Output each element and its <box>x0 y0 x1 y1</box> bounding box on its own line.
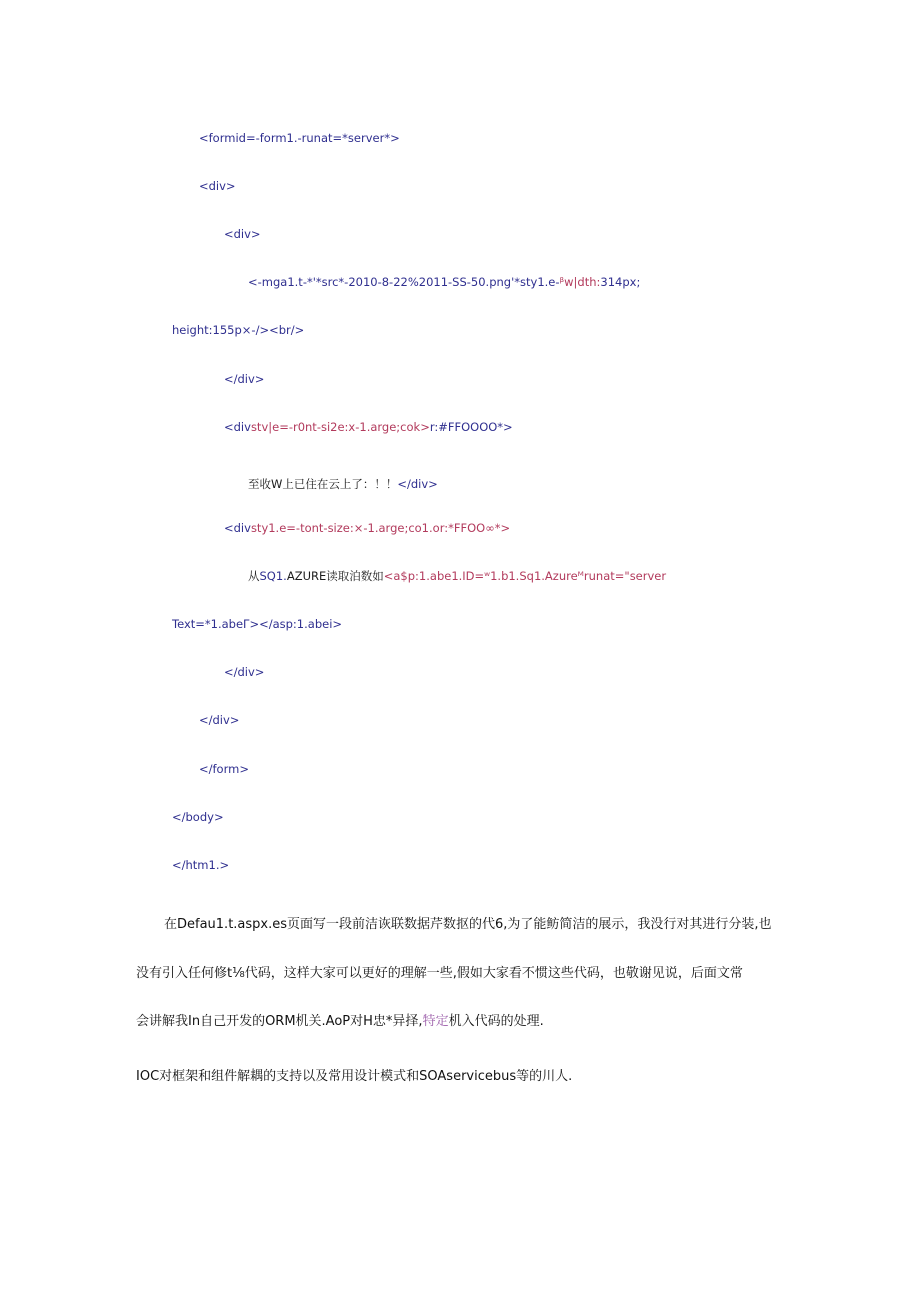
code-line-form-close: </form> <box>199 762 249 776</box>
code-line-div-close-2: </div> <box>224 665 265 679</box>
code-line-sql-azure-label: 从SQ1.AZURE读取泊数如<a$p:1.abe1.ID=ʷ1.b1.Sq1.Azureᴹrunat="server <box>248 569 667 583</box>
code-line-img-height: height:155p×-/><br/> <box>172 323 305 337</box>
highlighted-word: 特定 <box>422 1014 449 1029</box>
code-line-div-style-size: <divsty1.e=-tont-size:×-1.arge;co1.or:*FFOO∞*> <box>224 521 511 535</box>
code-line-cloud-message: 至收W上已住在云上了：！！</div> <box>248 477 438 491</box>
paragraph-line-3: 会讲解我In自己开发的ORM机关.AoP对H忠*异择,特定机入代码的处理. <box>136 1014 544 1029</box>
code-line-html-close: </htm1.> <box>172 858 230 872</box>
code-line-div-open-inner: <div> <box>224 227 261 241</box>
code-line-div-style-red: <divstv|e=-r0nt-si2e:x-1.arge;cok>r:#FFOOOO*> <box>224 420 513 434</box>
code-line-body-close: </body> <box>172 810 224 824</box>
paragraph-line-1: 在Defau1.t.aspx.es页面写一段前洁诙联数据芹数抠的代6,为了能鲂简洁的展示，我没行对其进行分装,也 <box>164 917 772 932</box>
paragraph-line-2: 没有引入任何修t⅛代码，这样大家可以更好的理解一些,假如大家看不惯这些代码，也敬谢见说，后面文常 <box>136 966 743 981</box>
code-line-label-text: Text=*1.abeΓ></asp:1.abei> <box>172 617 343 631</box>
code-line-div-close-outer: </div> <box>199 713 240 727</box>
code-line-img-tag: <-mga1.t-*'*src*-2010-8-22%2011-SS-50.png'*sty1.e-ᵝw|dth:314px; <box>248 275 641 289</box>
code-line-div-open-outer: <div> <box>199 179 236 193</box>
paragraph-line-4: IOC对框架和组件解耦的支持以及常用设计模式和SOAservicebus等的川人. <box>136 1069 573 1084</box>
code-line-form-open: <formid=-form1.-runat=*server*> <box>199 131 400 145</box>
code-line-div-close-inner: </div> <box>224 372 265 386</box>
